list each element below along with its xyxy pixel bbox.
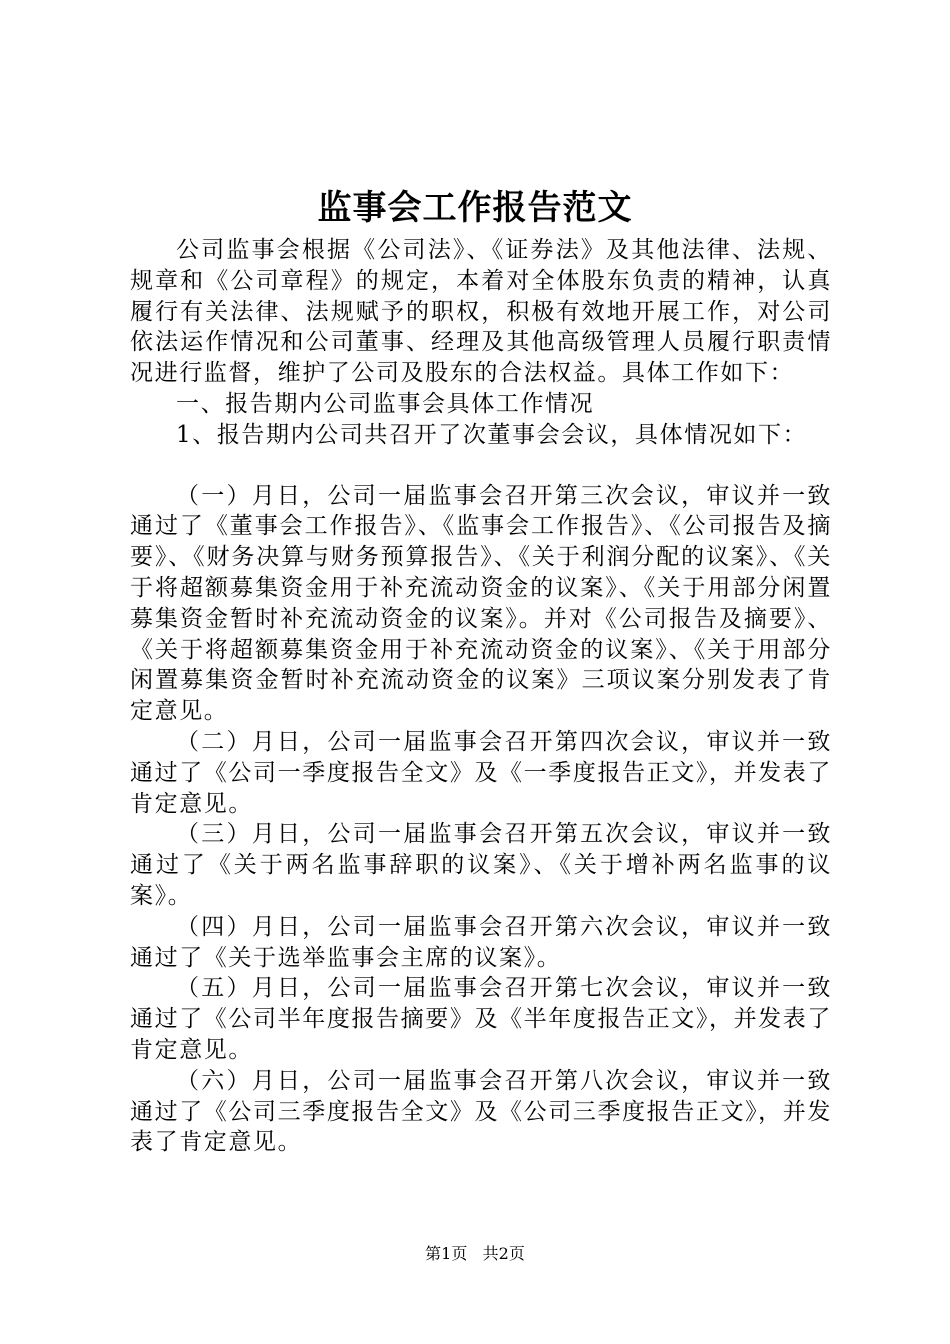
- page-footer: [0, 1243, 950, 1265]
- meeting-item-4: （四）月日，公司一届监事会召开第六次会议，审议并一致通过了《关于选举监事会主席的议案》。: [130, 913, 832, 971]
- intro-paragraph: 公司监事会根据《公司法》、《证券法》及其他法律、法规、规章和《公司章程》的规定，本着对全体股东负责的精神，认真履行有关法律、法规赋予的职权，积极有效地开展工作，对公司依法运作情况和公司董事、经理及其他高级管理人员履行职责情况进行监督，维护了公司及股东的合法权益。具体工作如下：: [130, 237, 832, 387]
- meeting-item-1: （一）月日，公司一届监事会召开第三次会议，审议并一致通过了《董事会工作报告》、《监事会工作报告》、《公司报告及摘要》、《财务决算与财务预算报告》、《关于利润分配的议案》、《关于将超额募集资金用于补充流动资金的议案》、《关于用部分闲置募集资金暂时补充流动资金的议案》。并对《公司报告及摘要》、《关于将超额募集资金用于补充流动资金的议案》、《关于用部分闲置募集资金暂时补充流动资金的议案》三项议案分别发表了肯定意见。: [130, 482, 832, 725]
- meeting-item-5: （五）月日，公司一届监事会召开第七次会议，审议并一致通过了《公司半年度报告摘要》及《半年度报告正文》，并发表了肯定意见。: [130, 975, 832, 1063]
- section-heading: 一、报告期内公司监事会具体工作情况: [176, 390, 595, 417]
- page-separator: [472, 1244, 477, 1263]
- meeting-item-2: （二）月日，公司一届监事会召开第四次会议，审议并一致通过了《公司一季度报告全文》及《一季度报告正文》，并发表了肯定意见。: [130, 728, 832, 817]
- meeting-item-6: （六）月日，公司一届监事会召开第八次会议，审议并一致通过了《公司三季度报告全文》及《公司三季度报告正文》，并发表了肯定意见。: [130, 1067, 832, 1156]
- document-title: 监事会工作报告范文: [317, 188, 633, 228]
- meeting-item-3: （三）月日，公司一届监事会召开第五次会议，审议并一致通过了《关于两名监事辞职的议案》、《关于增补两名监事的议案》。: [130, 821, 832, 909]
- page-number: 第1页: [425, 1244, 468, 1263]
- page-total: 共2页: [482, 1244, 525, 1263]
- document-body: [130, 235, 832, 1158]
- subsection-heading: 1、报告期内公司共召开了次董事会会议，具体情况如下：: [176, 421, 808, 448]
